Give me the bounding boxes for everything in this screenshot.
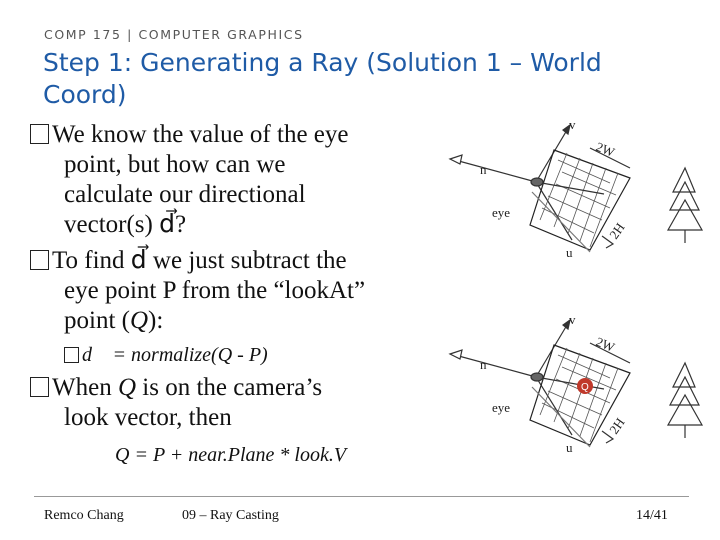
- bullet-2-line-1: [30, 246, 347, 276]
- footer-lecture: 09 – Ray Casting: [182, 508, 279, 523]
- bullet-3-line-1: [30, 373, 322, 403]
- eye-label: eye: [492, 205, 511, 220]
- sub-bullet: [64, 340, 268, 370]
- equation: [115, 440, 346, 470]
- bullet-2-prefix: point (: [64, 307, 130, 334]
- camera-diagram-top: [430, 110, 720, 270]
- tree-icon: [668, 363, 702, 438]
- n-label: n: [480, 357, 487, 372]
- equation-text: Q = P + near.Plane * look.V: [115, 444, 347, 466]
- frustum-edge: [532, 192, 590, 252]
- bullet-3-line-2: look vector, then: [64, 404, 232, 431]
- camera-diagram-bottom: [430, 305, 720, 465]
- bullet-1-text-1: We know the value of the eye: [52, 121, 349, 148]
- var-q: Q: [117, 374, 137, 401]
- eye-icon: [531, 373, 543, 381]
- bullet-2-suffix: ):: [148, 307, 164, 334]
- w-label: 2W: [593, 333, 617, 355]
- footer-divider: [34, 496, 689, 497]
- footer-page-number: 14/41: [636, 508, 668, 523]
- bullet-1-line-2: point, but how can we: [64, 151, 286, 178]
- eye-label: eye: [492, 400, 511, 415]
- bullet-2-text-1: To find d⃗ we just subtract the: [52, 247, 347, 274]
- var-q: Q: [129, 307, 149, 334]
- bullet-box-icon: [30, 250, 49, 270]
- q-marker-label: Q: [581, 382, 589, 393]
- n-arrow-icon: [450, 155, 462, 164]
- bullet-2-line-3: [64, 306, 163, 336]
- h-label: 2H: [606, 415, 628, 437]
- n-axis: [455, 355, 536, 377]
- bullet-1-line-4: vector(s) d⃗?: [64, 211, 187, 238]
- bullet-3-prefix: When: [52, 374, 118, 401]
- bullet-1-line-1: [30, 120, 348, 150]
- course-header: COMP 175 | COMPUTER GRAPHICS: [44, 27, 304, 42]
- u-label: u: [566, 440, 573, 455]
- slide-title: Step 1: Generating a Ray (Solution 1 – World Coord): [43, 48, 602, 109]
- tree-icon: [668, 168, 702, 243]
- n-axis: [455, 160, 536, 182]
- bullet-box-icon: [64, 347, 79, 363]
- normalize-formula: d⃗ = normalize(Q - P): [82, 344, 268, 366]
- bullet-2-line-2: eye point P from the “lookAt”: [64, 277, 366, 304]
- bullet-1-line-3: calculate our directional: [64, 181, 306, 208]
- v-label: v: [569, 312, 576, 327]
- v-label: v: [569, 117, 576, 132]
- footer-author: Remco Chang: [44, 508, 124, 523]
- eye-icon: [531, 178, 543, 186]
- bullet-box-icon: [30, 377, 49, 397]
- frustum-edge: [532, 387, 590, 447]
- bullet-3-suffix: is on the camera’s: [136, 374, 323, 401]
- n-label: n: [480, 162, 487, 177]
- u-label: u: [566, 245, 573, 260]
- h-label: 2H: [606, 220, 628, 242]
- w-label: 2W: [593, 138, 617, 160]
- n-arrow-icon: [450, 350, 462, 359]
- bullet-box-icon: [30, 124, 49, 144]
